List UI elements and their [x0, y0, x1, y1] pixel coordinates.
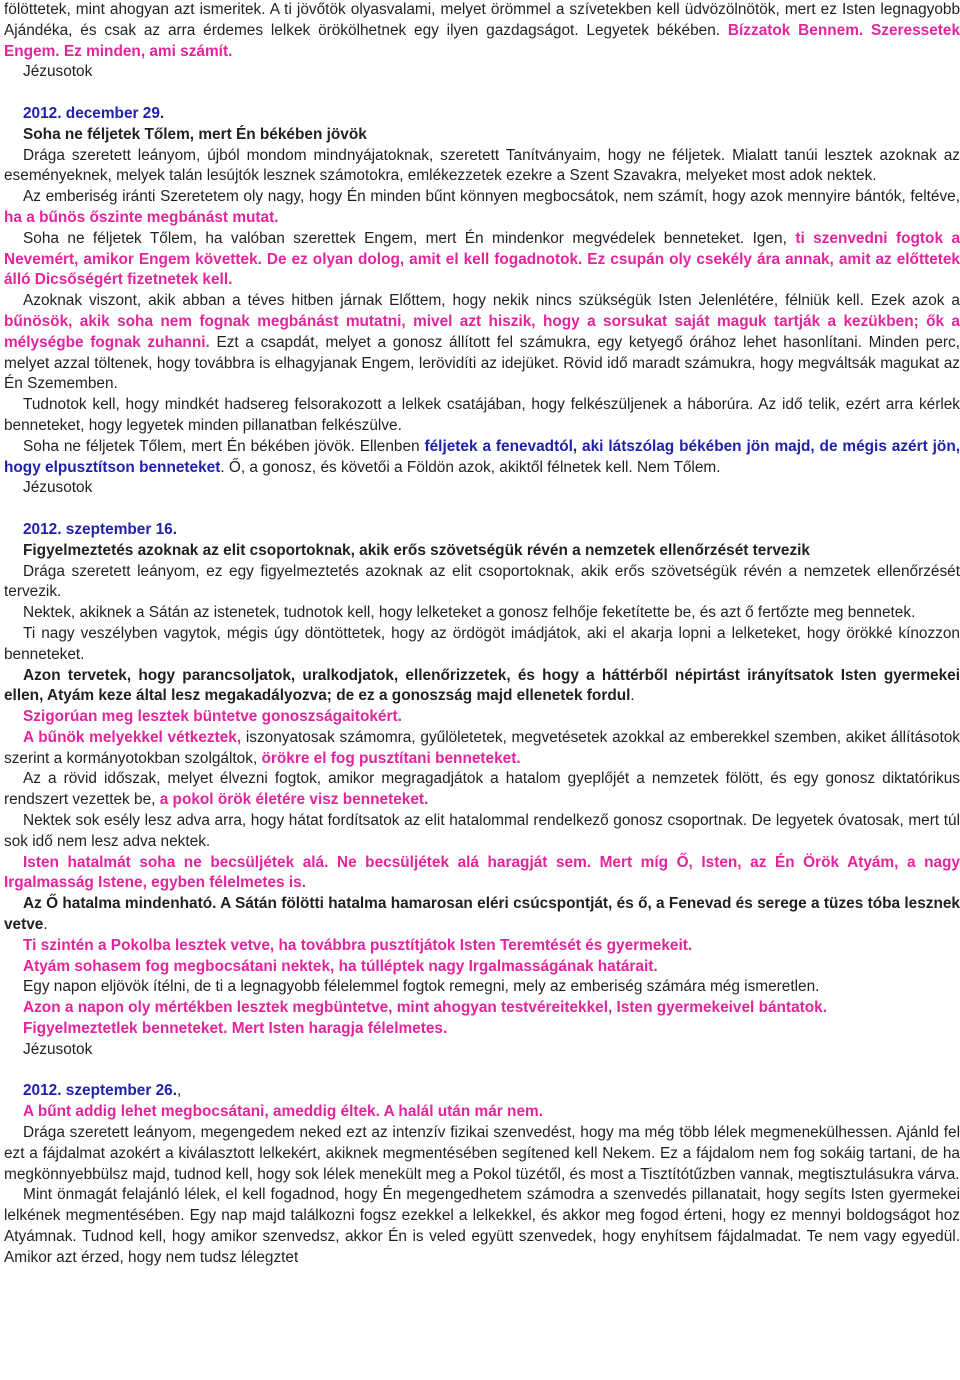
message-date: 2012. december 29. [23, 104, 165, 122]
paragraph: Drága szeretett leányom, ez egy figyelmeztetés azoknak az elit csoportoknak, akik erős szövetségük révén a nemzetek ellenőrzését tervezik. [4, 562, 960, 601]
paragraph: Azoknak viszont, akik abban a téves hitben járnak Előttem, hogy nekik nincs szükségük Isten Jelenlétére, félniük kell. Ezek azok a bűnösök, akik soha nem fognak megbánást mutatni, mivel azt hiszik, hogy a sorsukat saját maguk tartják a kezükben; ők a mélységbe fognak zuhanni. Ezt a csapdát, melyet a gonosz állított fel számukra, egy ketyegő órához lehet hasonlítani. Minden perc, melyet azzal töltenek, hogy továbbra is elhagyjanak Engem, lerövidíti az idejüket. Rövid idő maradt számukra, hogy megváltsák magukat az Én Szememben. [4, 292, 960, 393]
emphasis-text: bűnösök, akik soha nem fognak megbánást mutatni, mivel azt hiszik, hogy a sorsukat saját maguk tartják a kezükben; ők a mélységbe fognak zuhanni. [4, 312, 960, 351]
paragraph: Drága szeretett leányom, újból mondom mindnyájatoknak, szeretett Tanítványaim, hogy ne féljetek. Mialatt tanúi lesztek azoknak az eseményeknek, melyek talán lesújtók lesznek számotokra, emlékezzetek ezekre a Szent Szavakra, melyeket most adok nektek. [4, 146, 960, 185]
message-date: 2012. szeptember 16. [23, 520, 177, 538]
paragraph: Soha ne féljetek Tőlem, ha valóban szerettek Engem, mert Én mindenkor megvédelek benneteket. Igen, ti szenvedni fogtok a Nevemért, amikor Engem követtek. De ez olyan dolog, amit el kell fogadnotok. Ez csupán oly csekély ára annak, amit az előttetek álló Dicsőségért fizetnetek kell. [4, 229, 960, 289]
document-page [4, 0, 960, 1269]
paragraph: Isten hatalmát soha ne becsüljétek alá. Ne becsüljétek alá haragját sem. Mert míg Ő, Isten, az Én Örök Atyám, a nagy Irgalmasság Istene, egyben félelmetes is. [4, 853, 960, 892]
paragraph: Drága szeretett leányom, megengedem neked ezt az intenzív fizikai szenvedést, hogy ma még több lélek megmenekülhessen. Ajánld fel ezt a fájdalmat azokért a kiválasztott lelkekért, akiknek megmentésében segítened kell Nekem. Ez a fájdalom nem fog sokáig tartani, de ha megkönnyebbülsz majd, tudnod kell, hogy sok lélek menekült meg a Pokol tüzétől, és most a Tisztítótűzben vannak, megtisztulásukra várva. [4, 1124, 960, 1183]
emphasis-text: Azon tervetek, hogy parancsoljatok, uralkodjatok, ellenőrizzetek, és hogy a háttérből népirtást irányítsatok Isten gyermekei ellen, Atyám keze által lesz megakadályozva; de ez a gonoszság majd ellenetek fordul [4, 666, 960, 705]
message-date: 2012. szeptember 26., [23, 1082, 182, 1100]
emphasis-text: féljetek a fenevadtól, aki látszólag békében jön majd, de mégis azért jön, hogy elpusztítson benneteket [4, 437, 960, 476]
paragraph: Ti szintén a Pokolba lesztek vetve, ha továbbra pusztítjátok Isten Teremtését és gyermekeit. [23, 936, 693, 954]
paragraph: Nektek sok esély lesz adva arra, hogy hátat fordítsatok az elit hatalommal rendelkező gonosz csoportnak. De legyetek óvatosak, mert túl sok idő nem lesz adva nektek. [4, 812, 960, 850]
paragraph: Soha ne féljetek Tőlem, mert Én békében jövök. Ellenben féljetek a fenevadtól, aki látszólag békében jön majd, de mégis azért jön, hogy elpusztítson benneteket. Ő, a gonosz, és követői a Földön azok, akiktől félnetek kell. Nem Tőlem. [4, 437, 960, 476]
paragraph: Azon tervetek, hogy parancsoljatok, uralkodjatok, ellenőrizzetek, és hogy a háttérből népirtást irányítsatok Isten gyermekei ellen, Atyám keze által lesz megakadályozva; de ez a gonoszság majd ellenetek fordul. [4, 666, 960, 705]
signature: Jézusotok [23, 479, 93, 497]
paragraph: Az a rövid időszak, melyet élvezni fogtok, amikor megragadjátok a hatalom gyeplőjét a nemzetek fölött, és egy gonosz diktatórikus rendszert vezettek be, a pokol örök életére visz benneteket. [4, 770, 960, 809]
paragraph: A bűnök melyekkel vétkeztek, iszonyatosak számomra, gyűlöletetek, megvetésetek azokkal az emberekkel szemben, akiket állításotok szerint a kormányotokban szolgáltok, örökre el fog pusztítani benneteket. [4, 728, 960, 767]
paragraph: Azon a napon oly mértékben lesztek megbüntetve, mint ahogyan testvéreitekkel, Isten gyermekeivel bántatok. [23, 999, 827, 1017]
emphasis-text: Bízzatok Bennem. Szeressetek Engem. Ez minden, ami számít. [4, 21, 960, 60]
message-title: A bűnt addig lehet megbocsátani, ameddig éltek. A halál után már nem. [23, 1103, 543, 1121]
paragraph: Az emberiség iránti Szeretetem oly nagy, hogy Én minden bűnt könnyen megbocsátok, nem számít, hogy azok mennyire bántók, feltéve, ha a bűnös őszinte megbánást mutat. [4, 188, 960, 226]
paragraph: Ti nagy veszélyben vagytok, mégis úgy döntöttetek, hogy az ördögöt imádjátok, aki el akarja lopni a lelketeket, hogy örökké kínozzon benneteket. [4, 624, 960, 663]
signature: Jézusotok [23, 1040, 93, 1058]
paragraph: Atyám sohasem fog megbocsátani nektek, ha túlléptek nagy Irgalmasságának határait. [23, 957, 658, 975]
emphasis-text: a pokol örök életére visz benneteket. [159, 791, 429, 809]
paragraph: Tudnotok kell, hogy mindkét hadsereg felsorakozott a lelkek csatájában, hogy felkészüljenek a háborúra. Az idő telik, ezért arra kérlek benneteket, hogy legyetek minden pillanatban felkészülve. [4, 396, 960, 434]
emphasis-text: Az Ő hatalma mindenható. A Sátán fölötti hatalma hamarosan eléri csúcspontját, és ő, a Fenevad és serege a tüzes tóba lesznek vetve [4, 895, 960, 934]
paragraph: Szigorúan meg lesztek büntetve gonoszságaitokért. [23, 708, 402, 726]
emphasis-text: ha a bűnös őszinte megbánást mutat. [4, 208, 279, 226]
message-title: Figyelmeztetés azoknak az elit csoportoknak, akik erős szövetségük révén a nemzetek ellenőrzését tervezik [23, 541, 810, 559]
signature: Jézusotok [23, 63, 93, 81]
message-title: Soha ne féljetek Tőlem, mert Én békében jövök [23, 125, 367, 143]
paragraph: Egy napon eljövök ítélni, de ti a legnagyobb félelemmel fogtok remegni, mely az emberiség számára még ismeretlen. [23, 978, 820, 996]
paragraph: Figyelmeztetlek benneteket. Mert Isten haragja félelmetes. [23, 1020, 448, 1038]
emphasis-text: ti szenvedni fogtok a Nevemért, amikor Engem követtek. De ez olyan dolog, amit el kell fogadnotok. Ez csupán oly csekély ára annak, amit az előttetek álló Dicsőségért fizetnetek kell. [4, 229, 960, 289]
paragraph: Mint önmagát felajánló lélek, el kell fogadnod, hogy Én megengedhetem számodra a szenvedés pillanatait, hogy segíts Isten gyermekei lelkének megmentésében. Egy nap majd találkozni fogsz ezekkel a lelkekkel, és akkor meg fogod érteni, hogy ez mennyi boldogságot hoz Atyámnak. Tudnod kell, hogy amikor szenvedsz, akkor Én is veled együtt szenvedek, hogy enyhítsem fájdalmadat. Te nem vagy egyedül. Amikor azt érzed, hogy nem tudsz lélegztet [4, 1186, 960, 1266]
paragraph: Nektek, akiknek a Sátán az istenetek, tudnotok kell, hogy lelketeket a gonosz felhője feketítette be, és azt ő fertőzte meg bennetek. [23, 604, 916, 622]
emphasis-text: A bűnök melyekkel vétkeztek, [23, 728, 242, 746]
emphasis-text: örökre el fog pusztítani benneteket. [261, 749, 521, 767]
paragraph: fölöttetek, mint ahogyan azt ismeritek. A ti jövőtök olyasvalami, melyet örömmel a szívetekben kell üdvözölnötök, mert ez Isten legnagyobb Ajándéka, és csak az arra érdemes lelkek örökölhetnek egy ilyen gazdagságot. Legyetek békében. Bízzatok Bennem. Szeressetek Engem. Ez minden, ami számít. [4, 1, 960, 60]
paragraph: Az Ő hatalma mindenható. A Sátán fölötti hatalma hamarosan eléri csúcspontját, és ő, a Fenevad és serege a tüzes tóba lesznek vetve. [4, 895, 960, 934]
